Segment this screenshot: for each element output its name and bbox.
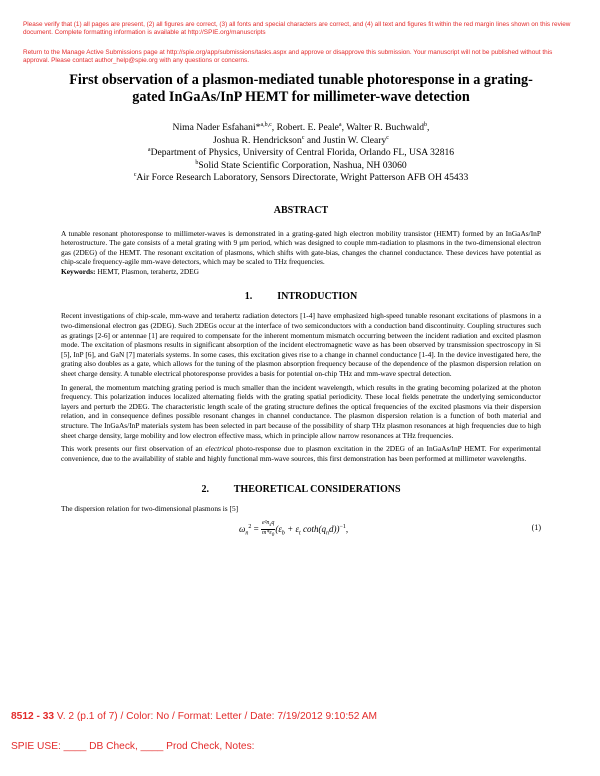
keywords-list: HEMT, Plasmon, terahertz, 2DEG xyxy=(95,266,200,276)
author-affil-mark: c xyxy=(386,134,389,141)
equation-number: (1) xyxy=(531,522,541,532)
affiliation-b xyxy=(61,160,541,173)
paragraph-text: This work presents our first observation of an xyxy=(61,444,206,454)
affiliation-a xyxy=(61,147,541,160)
affiliation-mark: a xyxy=(147,146,151,153)
keywords-label: Keywords: xyxy=(61,266,96,276)
author-name: Nima Nader Esfahani* xyxy=(172,122,261,133)
author-affil-mark: a xyxy=(338,121,342,128)
affiliation-text: Air Force Research Laboratory, Sensors Directorate, Wright Patterson AFB OH 45433 xyxy=(136,172,469,183)
keywords xyxy=(61,267,541,277)
emphasized-word: electrical xyxy=(205,444,234,454)
author-affil-mark: c xyxy=(301,134,305,141)
affiliation-text: Department of Physics, University of Central Florida, Orlando FL, USA 32816 xyxy=(150,147,455,158)
affiliation-text: Solid State Scientific Corporation, Nashua, NH 03060 xyxy=(198,159,407,171)
author-separator: , xyxy=(427,122,430,133)
introduction-paragraph-2: In general, the momentum matching grating period is much smaller than the incident wavelength, which results in the grating becoming polarized at the photon frequency. This polarization induces localized alternating fields with the grating spatial periodicity. These local fields penetrate the underlying semiconductor layers and perturb the 2DEG. The characteristic length scale of the grating structure defines the optical frequencies of the excited plasmons via their dispersion relation, and in consequence defines possible resonant changes in channel conductance. The plasmon dispersion relation is a function of both material and structure. The InGaAs/InP materials system has been selected in part because of the possibility of sharp THz plasmon resonances at high frequencies due to high sheet charge density, large mobility and low electron effective mass, which in principle allow narrow resonances at THz frequencies. xyxy=(61,382,541,440)
author-list xyxy=(61,121,541,147)
abstract-text: A tunable resonant photoresponse to millimeter-waves is demonstrated in a grating-gated high electron mobility transistor (HEMT) formed by an InGaAs/InP heterostructure. The gate consists of a metal grating with 9 μm period, which was designed to couple mm-radiation to plasmons in the two-dimensional electron gas (2DEG) of the HEMT. The resonant excitation of plasmons, which shifts with gate-bias, changes the channel conductance. These devices have potential as chip-scale frequency-agile mm-wave detectors, which may be scaled to THz frequencies. xyxy=(61,228,541,267)
introduction-paragraph-1: Recent investigations of chip-scale, mm-wave and terahertz radiation detectors [1-4] have emphasized high-speed tunable resonant excitations of plasmons in a two-dimensional electron gas (2DEG). Such 2DEGs occur at the interface of two semiconductors with a conduction band discontinuity. Coupling structures such as gratings [2-6] or antennae [1] are required to compensate for the inherent momentum mismatch occurring between the incident radiation and excited plasmon mode. The excitation of plasmons results in significant absorption of the incident electromagnetic wave as has been observed by transmission spectroscopy in Si [5], InP [6], and GaN [7] materials systems. In some cases, this excitation gives rise to a change in channel conductance [1-4]. In the device investigated here, the grating also doubles as a gate, which allows for the tuning of the plasmon absorption frequency because of the dependence of the plasmon dispersion relation on sheet charge density. A tunable electrical photoresponse provides a basis for potential on-chip THz and mm-wave spectral detection. xyxy=(61,311,541,379)
paper-title: First observation of a plasmon-mediated tunable photoresponse in a grating-gated InGaAs/InP HEMT for millimeter-wave detection xyxy=(69,72,533,105)
paper-page xyxy=(61,72,541,542)
dispersion-equation: $\omega_n^2$ = $\frac{e^2n_sq}{m*\varepsilon_0}$ ($\varepsilon_b + \varepsilon_t$ $\cot h(q_nd))^{-1}$, xyxy=(239,519,349,539)
affiliation-mark: c xyxy=(133,171,137,178)
author-separator: , xyxy=(341,122,347,133)
proof-metadata: V. 2 (p.1 of 7) / Color: No / Format: Letter / Date: 7/19/2012 9:10:52 AM xyxy=(54,711,378,722)
theory-paragraph-1: The dispersion relation for two-dimensional plasmons is [5] xyxy=(61,504,239,514)
author-conjunction: and xyxy=(304,135,324,146)
equation-1 xyxy=(61,514,541,542)
equation-fraction: $\frac{e^2n_sq}{m*\varepsilon_0}$ xyxy=(261,519,275,539)
affiliation-mark: b xyxy=(195,159,199,166)
author-affil-mark: b xyxy=(424,121,428,128)
proof-footer-meta xyxy=(11,711,377,722)
theory-heading: 2. THEORETICAL CONSIDERATIONS xyxy=(201,484,401,496)
review-notice-approval: Return to the Manage Active Submissions page at http://spie.org/app/submissions/tasks.aspx and approve or disapprove this submission. Your manuscript will not be published without this approval. Please contact author_help@spie.org with any questions or concerns. xyxy=(23,49,553,64)
author-name: Walter R. Buchwald xyxy=(346,122,425,133)
paper-id: 8512 - 33 xyxy=(11,711,55,722)
author-name: Justin W. Cleary xyxy=(323,135,387,146)
introduction-heading: 1. INTRODUCTION xyxy=(244,291,358,303)
paragraph-text: photo-response due to plasmon excitation in the 2DEG of an InGaAs/InP HEMT. For experimental convenience, due to the availability of stable and highly functional mm-wave sources, this first demonstration has been performed at millimeter wavelengths. xyxy=(61,444,541,463)
affiliation-c xyxy=(61,172,541,185)
introduction-paragraph-3 xyxy=(61,444,541,463)
author-separator: , xyxy=(271,122,277,133)
author-name: Robert. E. Peale xyxy=(276,122,339,133)
author-name: Joshua R. Hendrickson xyxy=(213,135,302,146)
abstract-heading: ABSTRACT xyxy=(273,204,329,216)
review-notice-verify: Please verify that (1) all pages are present, (2) all figures are correct, (3) all fonts and special characters are correct, and (4) all text and figures fit within the red margin lines shown on this review document. Complete formatting information is available at http://SPIE.org/manuscripts xyxy=(23,21,571,36)
author-affil-mark: a,b,c xyxy=(260,121,272,128)
spie-use-line: SPIE USE: ____ DB Check, ____ Prod Check, Notes: xyxy=(11,741,255,752)
